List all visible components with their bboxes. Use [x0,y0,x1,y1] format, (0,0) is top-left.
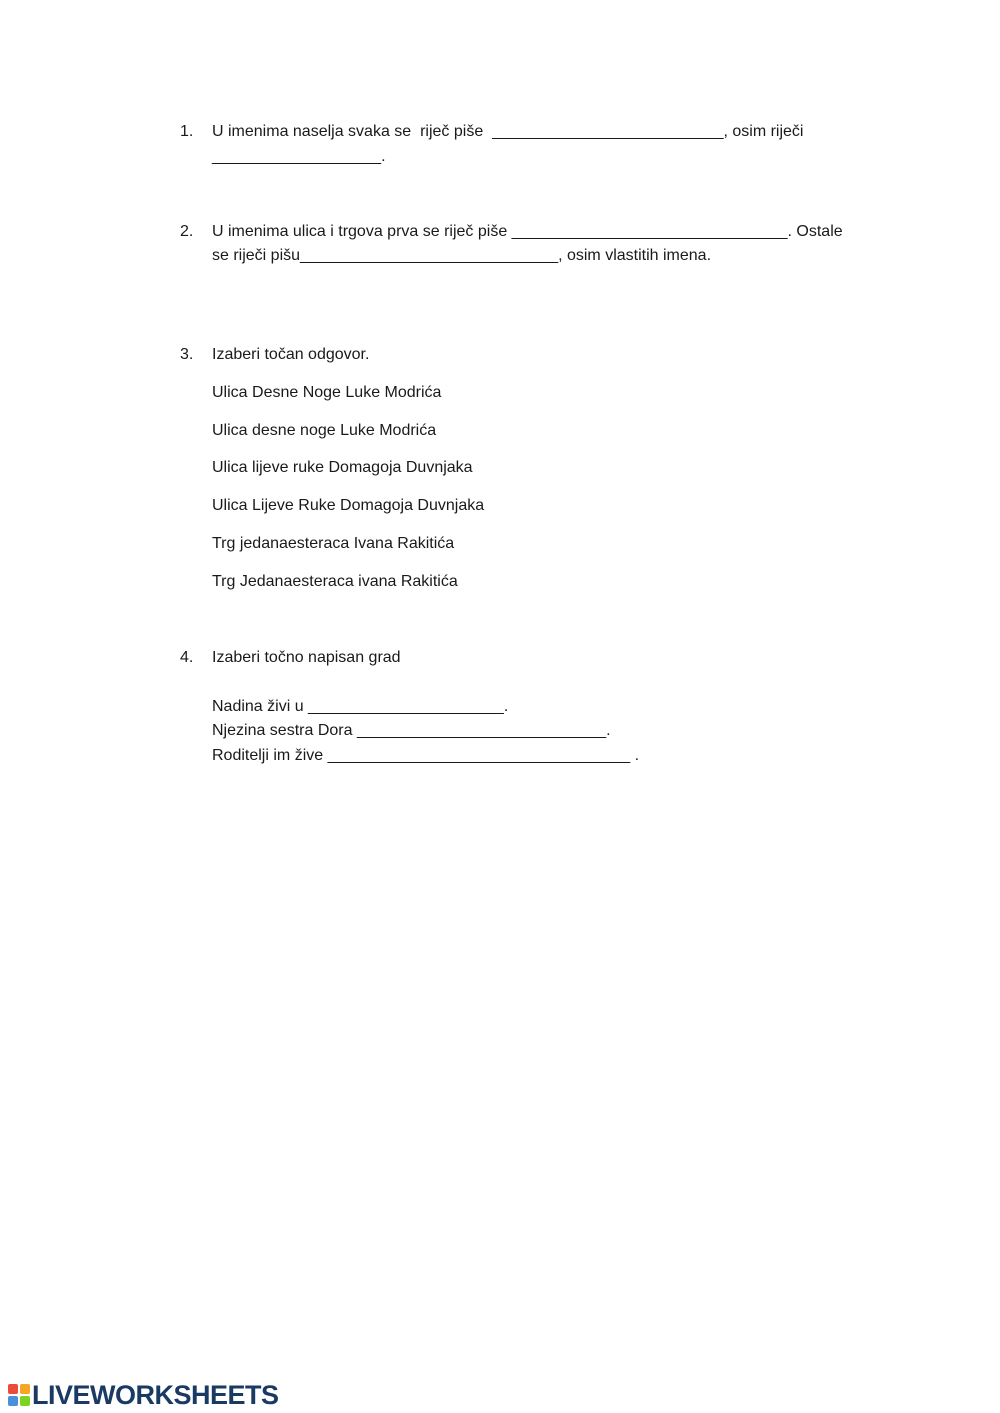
option-4[interactable]: Ulica Lijeve Ruke Domagoja Duvnjaka [212,497,485,514]
option-5[interactable]: Trg jedanaesteraca Ivana Rakitića [212,535,455,552]
liveworksheets-logo [8,1381,279,1409]
question-3-number: 3. [180,346,194,363]
option-1[interactable]: Ulica Desne Noge Luke Modrića [212,384,442,401]
sentence-3[interactable]: Roditelji im žive __________________________________ . [212,747,640,764]
question-3-prompt: Izaberi točan odgovor. [212,346,370,363]
question-1-line-2: ___________________. [212,148,386,165]
question-1-line-1: U imenima naselja svaka se riječ piše __________________________, osim riječi [212,123,804,140]
logo-block-2 [20,1384,30,1394]
question-4-prompt: Izaberi točno napisan grad [212,649,401,666]
sentence-2[interactable]: Njezina sestra Dora ____________________________. [212,722,611,739]
logo-block-3 [8,1396,18,1406]
question-2-line-1: U imenima ulica i trgova prva se riječ piše _______________________________. Ostale [212,223,843,240]
option-2[interactable]: Ulica desne noge Luke Modrića [212,422,437,439]
question-2-number: 2. [180,223,194,240]
option-6[interactable]: Trg Jedanaesteraca ivana Rakitića [212,573,458,590]
liveworksheets-blocks-icon [8,1384,30,1406]
question-4-number: 4. [180,649,194,666]
logo-block-4 [20,1396,30,1406]
option-3[interactable]: Ulica lijeve ruke Domagoja Duvnjaka [212,459,473,476]
logo-block-1 [8,1384,18,1394]
sentence-1[interactable]: Nadina živi u ______________________. [212,698,509,715]
question-2-line-2: se riječi pišu_____________________________, osim vlastitih imena. [212,247,712,264]
question-1-number: 1. [180,123,194,140]
logo-text: LIVEWORKSHEETS [32,1380,279,1410]
